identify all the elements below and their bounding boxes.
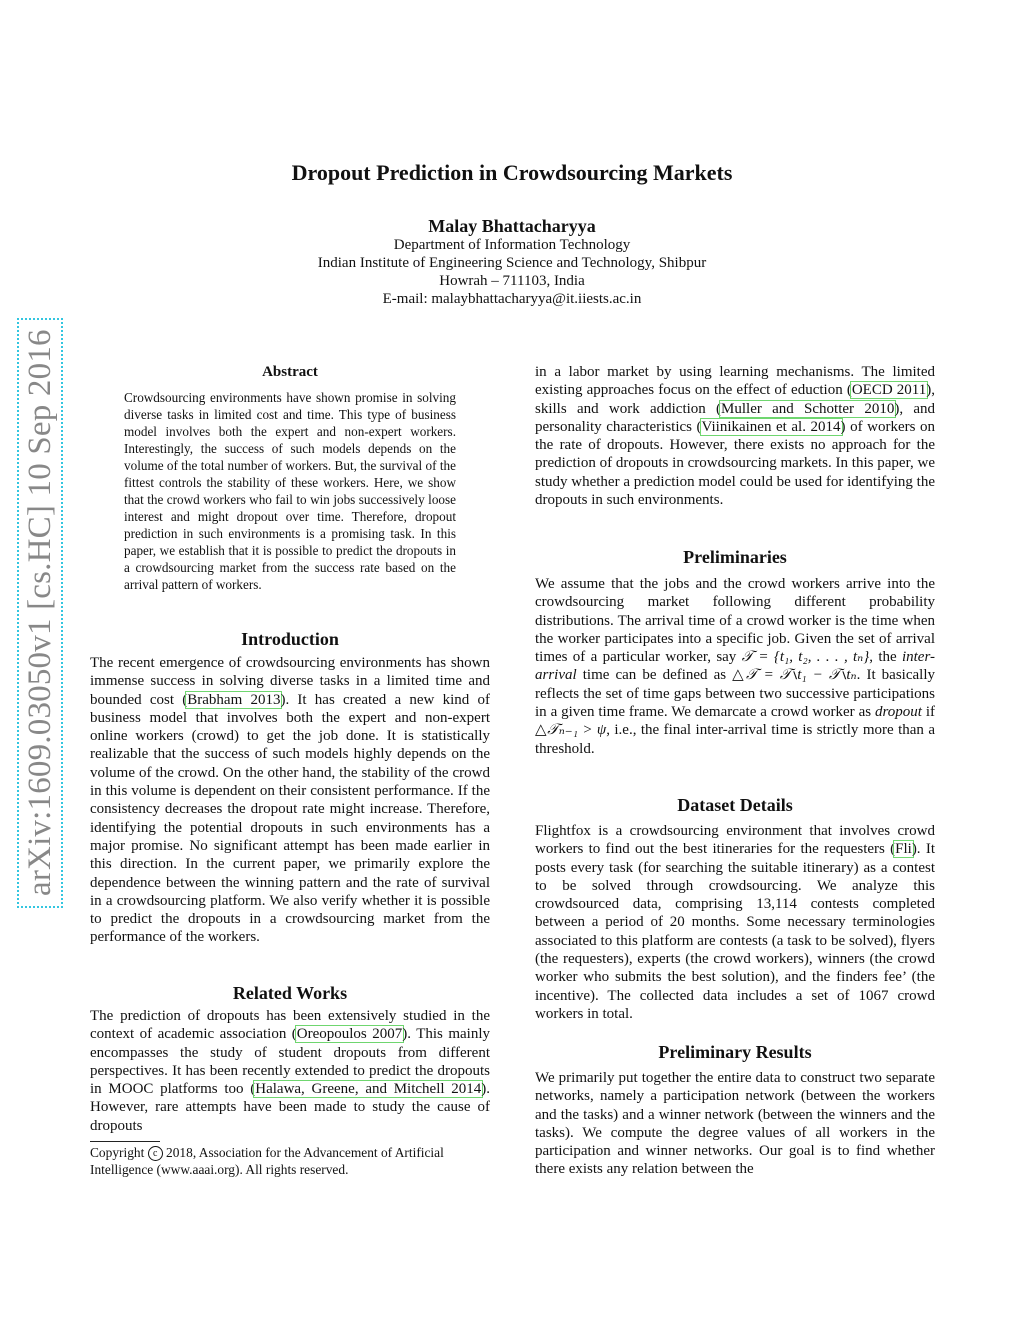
emphasized-term: dropout [874, 704, 922, 721]
abstract-heading: Abstract [262, 364, 318, 380]
text-part: ) of workers on the rate of dropouts. However, there exists no approach for the prediction of dropouts in crowdsourcing markets. In this paper, we study whether a prediction model could be used for identifying the dropouts in such environments. [535, 418, 935, 509]
citation-link[interactable]: Viinikainen et al. 2014 [701, 418, 841, 435]
preliminaries-text [535, 575, 935, 758]
citation-link[interactable]: Muller and Schotter 2010 [721, 400, 895, 417]
math-expression: 𝒯 = {t₁, t₂, . . . , tₙ} [741, 649, 870, 666]
paper-title: Dropout Prediction in Crowdsourcing Markets [291, 160, 733, 185]
related-text-part: ). This mainly encompasses the study of student dropouts from different perspectives. It has been recently extended to predict the dropouts in MOOC platforms too ( [90, 1026, 490, 1098]
citation-link[interactable]: Fli [895, 841, 912, 858]
text-part: , i.e., the final inter-arrival time is strictly more than a threshold. [535, 722, 935, 757]
arxiv-identifier[interactable]: arXiv:1609.03050v1 [cs.HC] 10 Sep 2016 [22, 329, 58, 897]
math-expression: △𝒯ₙ₋₁ > ψ [535, 722, 607, 739]
dataset-heading: Dataset Details [677, 795, 793, 815]
affiliation-department: Department of Information Technology [393, 237, 631, 253]
text-part: time can be defined as [576, 667, 733, 684]
affiliation-email: E-mail: malaybhattacharyya@it.iiests.ac.in [382, 291, 642, 307]
copyright-label: Copyright [90, 1145, 145, 1160]
abstract-text: Crowdsourcing environments have shown promise in solving diverse tasks in limited cost and time. This type of business model involves both the expert and non-expert workers. Interestingly, the success of such models depends on the volume of the total number of workers. But, the survival of the fittest controls the stability of these workers. Here, we show that the crowd workers who fail to win jobs successively loose interest and might dropout over time. Therefore, dropout prediction in such environments is a promising task. In this paper, we establish that it is possible to predict the dropouts in a crowdsourcing market from the success rate based on the arrival pattern of workers. [124, 390, 456, 592]
results-heading: Preliminary Results [658, 1042, 812, 1062]
citation-link[interactable]: Halawa, Greene, and Mitchell 2014 [255, 1081, 482, 1098]
affiliation-institute: Indian Institute of Engineering Science and Technology, Shibpur [317, 255, 707, 271]
text-part: We assume that the jobs and the crowd workers arrive into the crowdsourcing market following different probability distributions. The arrival time of a crowd worker is the time when the worker participates into a specific job. Given the set of arrival times of a particular worker, say [535, 576, 935, 666]
results-text: We primarily put together the entire data to construct two separate networks, namely a participation network (between the workers and the tasks) and a winner network (between the winners and the tasks). We compute the degree values of all workers in the participation and winner networks. Our goal is to find whether there exists any relation between the [535, 1070, 935, 1178]
citation-link[interactable]: OECD 2011 [851, 382, 927, 399]
citation-link[interactable]: Brabham 2013 [187, 691, 281, 708]
citation-link[interactable]: Oreopoulos 2007 [296, 1026, 403, 1043]
copyright-footnote [90, 1144, 490, 1178]
preliminaries-heading: Preliminaries [683, 547, 787, 567]
math-expression: △𝒯 = 𝒯∖t₁ − 𝒯∖tₙ [732, 667, 857, 684]
text-part: if [921, 704, 935, 721]
introduction-text [90, 654, 490, 947]
footnote-divider [90, 1141, 160, 1142]
intro-text-part: The recent emergence of crowdsourcing environments has shown immense success in solving diverse tasks in a limited time and bounded cost ( [90, 655, 490, 708]
introduction-heading: Introduction [241, 629, 339, 649]
text-part: , the [869, 649, 902, 666]
related-works-text [90, 1007, 490, 1135]
author-name: Malay Bhattacharyya [428, 216, 596, 236]
copyright-text: 2018, Association for the Advancement of Artificial Intelligence (www.aaai.org). All rights reserved. [90, 1145, 444, 1177]
text-part: Flightfox is a crowdsourcing environment that involves crowd workers to find out the best itineraries for the requesters ( [535, 823, 935, 858]
related-works-heading: Related Works [232, 983, 348, 1003]
emphasized-term: inter-arrival [535, 649, 935, 684]
related-text-part: The prediction of dropouts has been extensively studied in the context of academic association ( [90, 1008, 490, 1043]
dataset-text [535, 822, 935, 1023]
intro-continuation-text [535, 363, 935, 509]
text-part: in a labor market by using learning mechanisms. The limited existing approaches focus on the effect of eduction ( [535, 364, 935, 399]
text-part: ), skills and work addiction ( [535, 382, 936, 417]
related-text-part: ). However, rare attempts have been made to study the cause of dropouts [90, 1081, 491, 1134]
text-part: ), and personality characteristics ( [535, 400, 935, 435]
text-part: ). It posts every task (for searching the suitable itinerary) as a contest to be solved through crowdsourcing. We analyze this crowdsourced data, comprising 13,114 contests completed between a period of 20 months. Some necessary terminologies associated to this platform are contests (a task to be solved), flyers (the requesters), experts (the crowd workers), winners (the crowd worker who submits the best solution), and the finders fee’ (the incentive). The collected data includes a set of 1067 crowd workers in total. [535, 841, 935, 1022]
copyright-symbol: c [148, 1146, 163, 1161]
text-part: . It basically reflects the set of time gaps between two successive participations in a given time frame. We demarcate a crowd worker as [535, 667, 935, 721]
intro-text-part: ). It has created a new kind of business model that involves both the expert and non-expert online workers (crowd) to get the job done. It is statistically realizable that the success of such models highly depends on the volume of the crowd. On the other hand, the stability of the crowd in this volume is dependent on their consistent performance. If the consistency decreases the dropout rate might increase. Therefore, identifying the potential dropouts in such environments has a major promise. No significant attempt has been made earlier in this direction. In the current paper, we primarily explore the dependence between the winning pattern and the rate of survival in a crowdsourcing platform. We also verify whether it is possible to predict the dropouts in a crowdsourcing market from the performance of the workers. [90, 691, 490, 946]
affiliation-address: Howrah – 711103, India [439, 273, 585, 289]
